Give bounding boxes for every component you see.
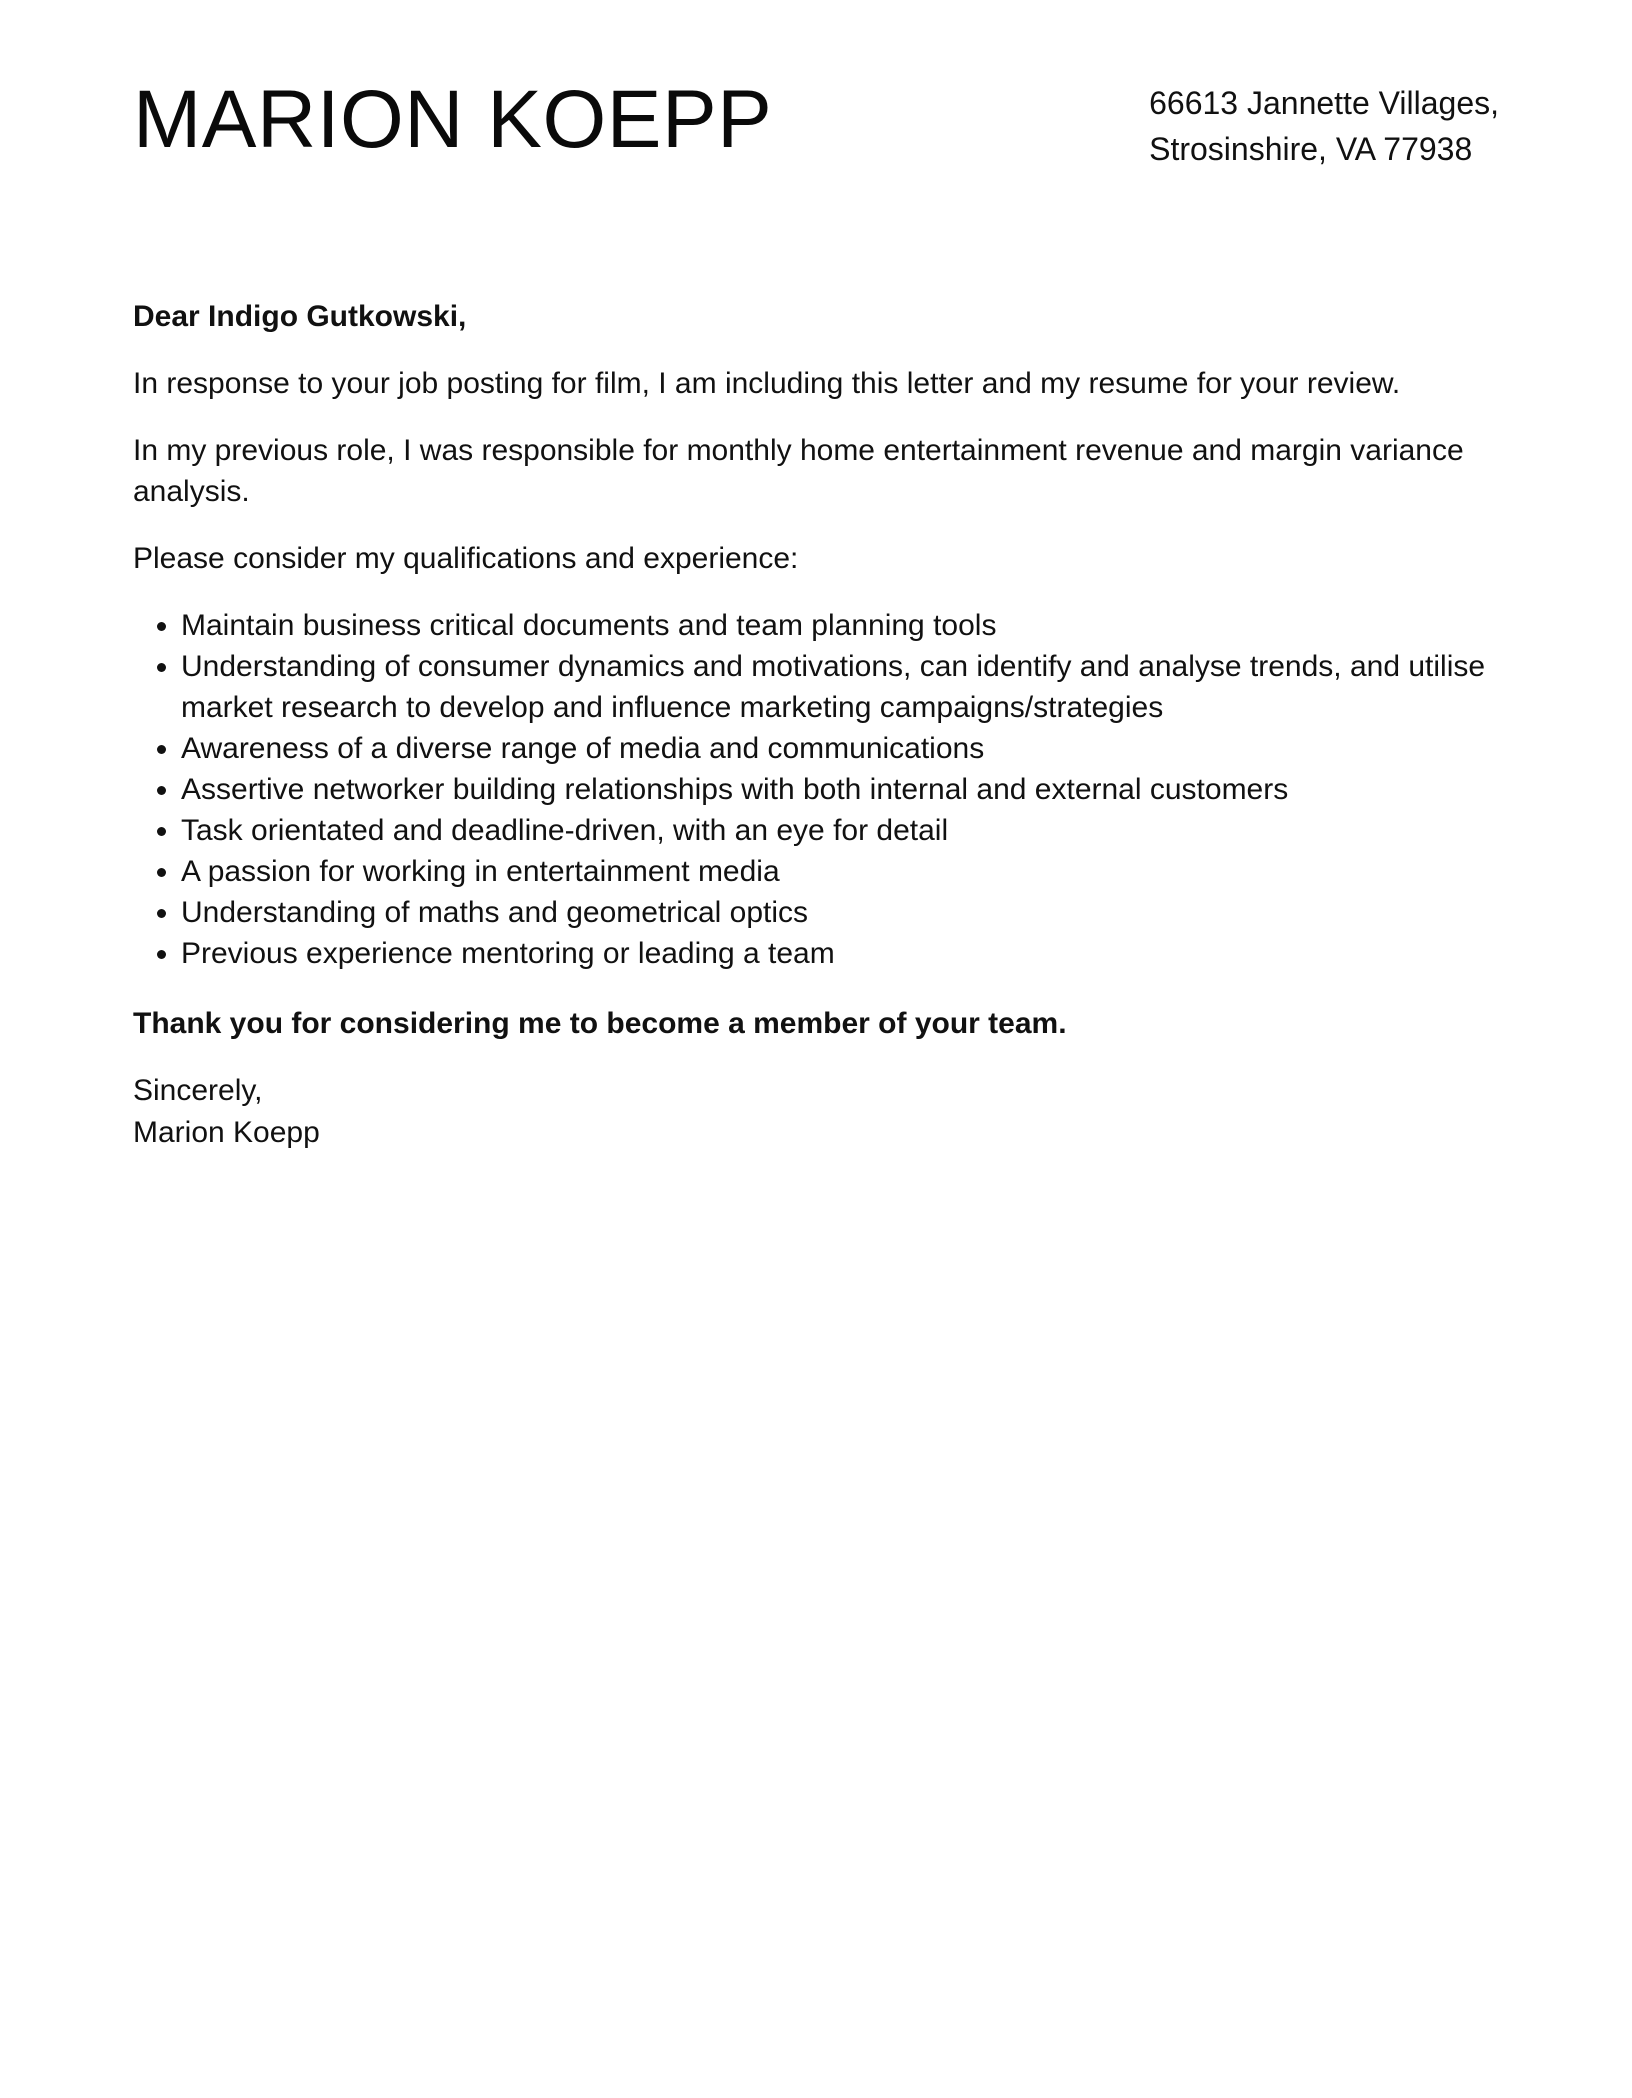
intro-paragraph: In response to your job posting for film, I am including this letter and my resume for your review. (133, 367, 1401, 400)
greeting: Dear Indigo Gutkowski, (133, 300, 467, 333)
letter-header (133, 70, 1499, 190)
list-item: • Maintain business critical documents and team planning tools (181, 605, 1499, 646)
letter-body (133, 296, 1499, 1154)
address-line-1: 66613 Jannette Villages, (1149, 85, 1499, 121)
applicant-address (1149, 80, 1499, 172)
qualifications-intro: Please consider my qualifications and experience: (133, 542, 799, 575)
applicant-name: MARION KOEPP (133, 74, 773, 165)
closing-statement: Thank you for considering me to become a member of your team. (133, 1007, 1067, 1040)
list-item: • Task orientated and deadline-driven, with an eye for detail (181, 810, 1499, 851)
address-line-2: Strosinshire, VA 77938 (1149, 131, 1473, 167)
list-item: • Understanding of consumer dynamics and motivations, can identify and analyse trends, and utilise market research to develop and influence marketing campaigns/strategies (181, 646, 1499, 728)
signoff: Sincerely, (133, 1074, 263, 1107)
list-item: • Assertive networker building relationships with both internal and external customers (181, 769, 1499, 810)
qualifications-list (133, 605, 1499, 974)
list-item: • Awareness of a diverse range of media and communications (181, 728, 1499, 769)
previous-role-paragraph: In my previous role, I was responsible for monthly home entertainment revenue and margin variance analysis. (133, 434, 1464, 508)
list-item: • A passion for working in entertainment media (181, 851, 1499, 892)
list-item: • Previous experience mentoring or leading a team (181, 933, 1499, 974)
list-item: • Understanding of maths and geometrical optics (181, 892, 1499, 933)
signature-name: Marion Koepp (133, 1116, 320, 1149)
signoff-block (133, 1070, 1499, 1154)
